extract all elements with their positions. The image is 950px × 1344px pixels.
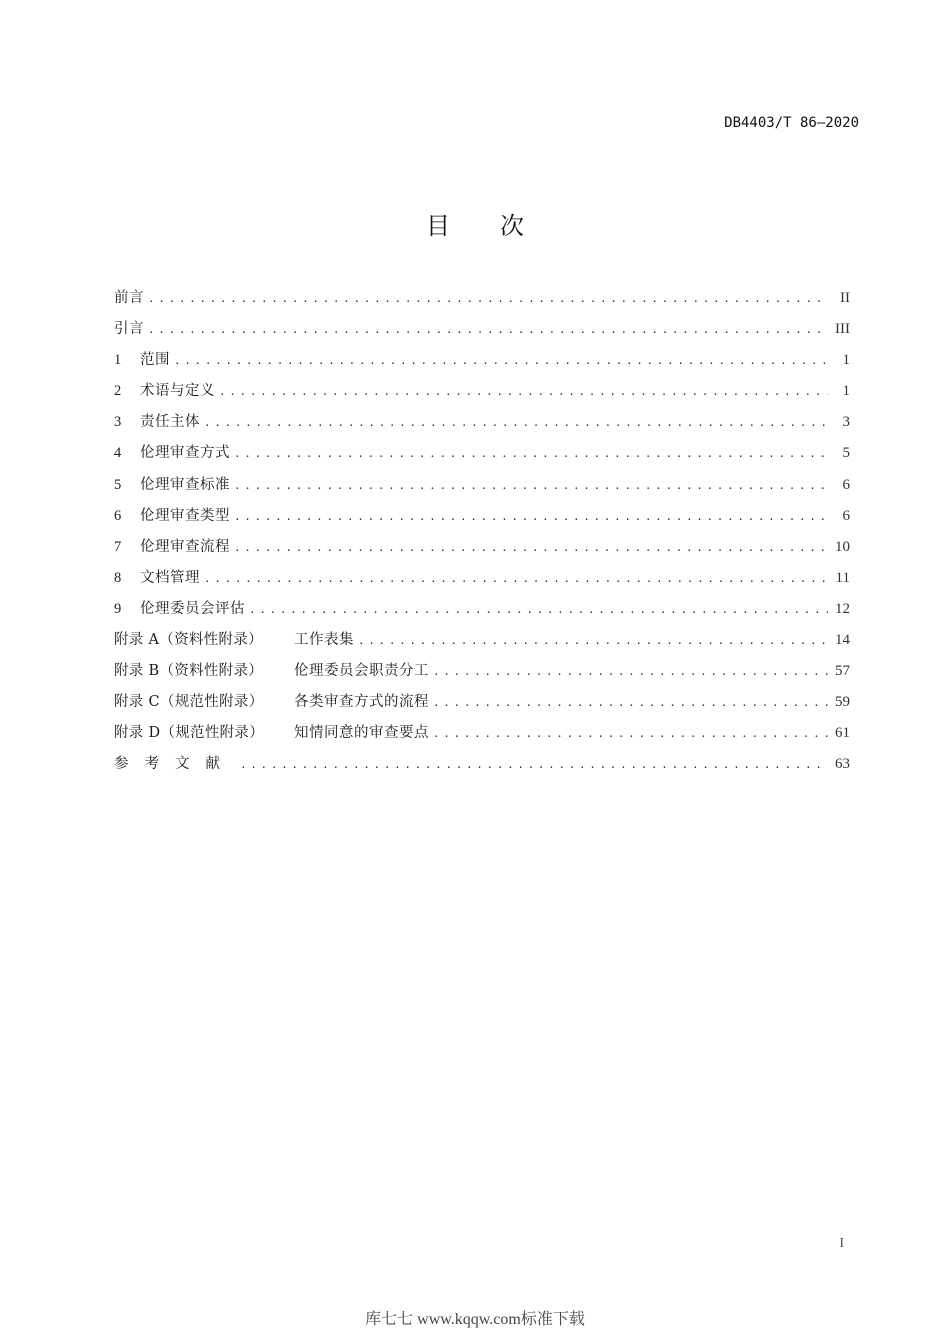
- toc-label: 知情同意的审查要点: [294, 725, 429, 742]
- dot-leader: [148, 287, 828, 311]
- toc-appendix-a[interactable]: [114, 628, 850, 659]
- appendix-prefix: 附录 C（规范性附录）: [114, 694, 264, 711]
- dot-leader: [204, 411, 828, 435]
- dot-leader: [358, 629, 828, 653]
- toc-entry[interactable]: [114, 597, 850, 628]
- toc-label: 伦理审查标准: [140, 476, 230, 493]
- toc-page: 3: [842, 414, 850, 431]
- title-char-2: 次: [500, 212, 524, 240]
- toc-entry[interactable]: [114, 441, 850, 472]
- toc-number: 7: [114, 538, 122, 555]
- toc-entry-foreword[interactable]: [114, 286, 850, 317]
- dot-leader: [240, 753, 828, 777]
- dot-leader: [219, 380, 828, 404]
- dot-leader: [249, 598, 828, 622]
- toc-number: 4: [114, 445, 122, 462]
- toc-page: II: [840, 290, 850, 306]
- dot-leader: [234, 442, 828, 466]
- toc-appendix-c[interactable]: [114, 690, 850, 721]
- toc-page: 61: [835, 725, 850, 742]
- toc-number: 5: [114, 476, 122, 493]
- toc-label: 术语与定义: [140, 383, 215, 400]
- toc-label: 伦理审查流程: [140, 538, 230, 555]
- page-number: I: [839, 1236, 844, 1251]
- toc-number: 2: [114, 383, 122, 400]
- toc-appendix-d[interactable]: [114, 721, 850, 752]
- toc-label: 各类审查方式的流程: [294, 694, 429, 711]
- dot-leader: [433, 722, 828, 746]
- toc-page: 11: [835, 569, 850, 586]
- dot-leader: [148, 318, 828, 342]
- dot-leader: [433, 691, 828, 715]
- toc-entry-introduction[interactable]: [114, 317, 850, 348]
- toc-page: 59: [835, 694, 850, 711]
- dot-leader: [234, 474, 828, 498]
- toc-page: 6: [842, 507, 850, 524]
- dot-leader: [174, 349, 828, 373]
- toc-number: 8: [114, 569, 122, 586]
- appendix-prefix: 附录 D（规范性附录）: [114, 725, 265, 742]
- toc-page: 63: [835, 756, 850, 773]
- title-char-1: 目: [426, 212, 450, 240]
- watermark: 库七七 www.kqqw.com标准下载: [365, 1311, 585, 1328]
- toc-entry[interactable]: [114, 504, 850, 535]
- toc-number: 9: [114, 600, 122, 617]
- toc-label: 前言: [114, 290, 144, 306]
- toc-page: III: [835, 321, 850, 338]
- toc-page: 5: [842, 445, 850, 462]
- toc-label: 范围: [140, 352, 170, 369]
- toc-label: 责任主体: [140, 414, 200, 431]
- toc-page: 6: [842, 476, 850, 493]
- appendix-prefix: 附录 B（资料性附录）: [114, 663, 264, 680]
- toc-entry[interactable]: [114, 379, 850, 410]
- toc-label: 伦理审查方式: [140, 445, 230, 462]
- toc-label: 伦理审查类型: [140, 507, 230, 524]
- dot-leader: [234, 505, 828, 529]
- toc-label: 工作表集: [294, 632, 354, 649]
- dot-leader: [204, 567, 828, 591]
- toc-entry[interactable]: [114, 473, 850, 504]
- table-of-contents: [114, 286, 850, 784]
- toc-entry[interactable]: [114, 348, 850, 379]
- toc-label: 引言: [114, 321, 144, 338]
- toc-page: 1: [842, 383, 850, 400]
- toc-label: 文档管理: [140, 569, 200, 586]
- toc-number: 1: [114, 352, 122, 369]
- toc-number: 6: [114, 507, 122, 524]
- toc-page: 14: [835, 632, 850, 649]
- toc-label: 参考文献: [114, 756, 236, 773]
- toc-page: 1: [842, 352, 850, 369]
- dot-leader: [433, 660, 828, 684]
- toc-entry[interactable]: [114, 535, 850, 566]
- toc-page: 12: [835, 600, 850, 617]
- toc-label: 伦理委员会评估: [140, 600, 245, 617]
- standard-code: DB4403/T 86—2020: [724, 115, 859, 131]
- toc-page: 10: [835, 538, 850, 555]
- dot-leader: [234, 536, 828, 560]
- appendix-prefix: 附录 A（资料性附录）: [114, 632, 263, 649]
- toc-entry-references[interactable]: [114, 752, 850, 783]
- page-title: [0, 206, 950, 241]
- toc-number: 3: [114, 414, 122, 431]
- toc-page: 57: [835, 663, 850, 680]
- toc-entry[interactable]: [114, 566, 850, 597]
- toc-entry[interactable]: [114, 410, 850, 441]
- toc-appendix-b[interactable]: [114, 659, 850, 690]
- toc-label: 伦理委员会职责分工: [294, 663, 429, 680]
